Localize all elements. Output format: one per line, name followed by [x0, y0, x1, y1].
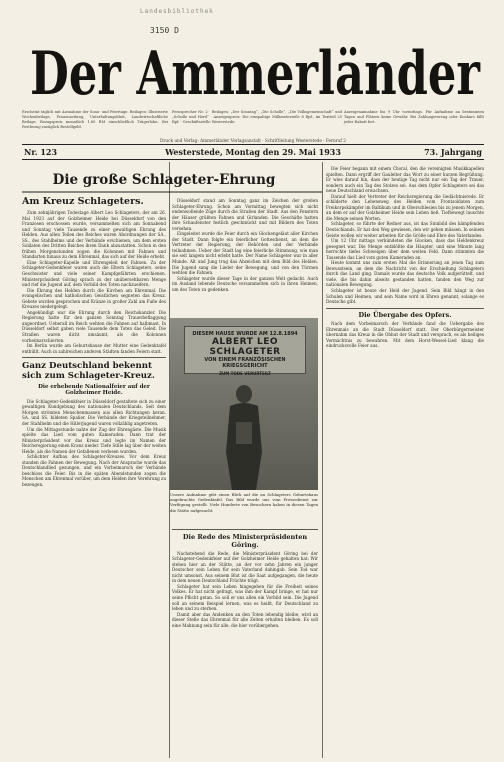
photo-caption: Unsere Aufnahme gibt einen Blick auf die an Schlageters Geburtshaus angebrachte Gedenktafel. Das Bild wurde uns vom Pressedienst zur Verfügung gestellt. Viele Hunderte von Besuchern haben in diesen Tagen die Stätte aufgesucht. — [170, 492, 318, 513]
paragraph: Damit aber das Andenken an den Toten lebendig bleibe, wird an dieser Stelle das Ehrenmal für alle Zeiten erhalten bleiben. Es soll eine Mahnung sein für alle, die hier vorübergehen. — [172, 611, 318, 628]
paragraph: Schlageter, so führte der Redner aus, ist das Sinnbild des kämpfenden Deutschlands. Er hat den Weg gewiesen, den wir gehen müssen. In seinem Geiste wollen wir weiter arbeiten für die Größe und Ehre des Vaterlandes. — [326, 221, 484, 238]
paragraph: Darauf hielt der Vertreter der Reichsregierung die Gedächtnisrede. Er schilderte den Lebensweg des Helden vom Frontsoldaten zum Freikorpskämpfer im Baltikum und in Oberschlesien bis zu jenem Morgen, an dem er auf der Golzheimer Heide sein Leben ließ. Tiefbewegt lauschte die Menge seinen Worten. — [326, 193, 484, 221]
section-divider — [326, 308, 484, 309]
section-divider — [172, 529, 318, 530]
subhead-ganz-deutschland: Ganz Deutschland bekennt sich zum Schlageter-Kreuz. — [22, 360, 155, 381]
publisher-line: Druck und Verlag: Ammerländer Verlagsanstalt · Schriftleitung Westerstede · Fernruf 2 — [160, 138, 346, 143]
main-headline: Die große Schlageter-Ehrung — [52, 172, 276, 188]
volume-year: 73. Jahrgang — [424, 147, 482, 157]
paragraph: Heute kommt uns zum ersten Mal die Erinnerung an jenen Tag zum Bewusstsein, an dem die Nachricht von der Erschießung Schlageters durch das Land ging. Damals wurde das deutsche Volk aufgerüttelt, und viele, die bis dahin abseits gestanden hatten, fanden den Weg zur nationalen Bewegung. — [326, 260, 484, 288]
plaque-line: DIESEM HAUSE WURDE AM 12.8.1894 — [192, 331, 298, 337]
plaque-name: ALBERT LEO SCHLAGETER — [209, 337, 281, 357]
column-rule — [322, 162, 323, 758]
paragraph: Schlageter wurde dieser Tage in der ganzen Welt gedacht. Auch im Ausland lebende Deutsche versammelten sich in ihren Heimen, um des Toten zu gedenken. — [172, 275, 318, 292]
issue-date: Westerstede, Montag den 29. Mai 1933 — [165, 147, 341, 157]
column-1 — [22, 196, 166, 488]
shelfmark: 3150 D — [150, 26, 179, 35]
library-stamp: Landesbibliothek — [140, 8, 214, 15]
subhead-nationalfeier: Die erhebende Nationalfeier auf der Golzheimer Heide. — [38, 383, 150, 396]
paragraph: Nach dem Vorbeimarsch der Verbände fand die Uebergabe des Ehrenmals an die Stadt Düsseldorf statt. Der Oberbürgermeister übernahm das Kreuz in die Obhut der Stadt und versprach, es als heiliges Vermächtnis zu bewahren. Mit dem Horst-Wessel-Lied klang die eindrucksvolle Feier aus. — [326, 321, 484, 349]
subhead-am-kreuz: Am Kreuz Schlageters. — [22, 196, 144, 207]
column-2-lower — [172, 526, 318, 628]
paragraph: Die Feier begann mit einem Choral, den die vereinigten Musikkapellen spielten. Dann ergriff der Gauleiter das Wort zu einer kurzen Begrüßung. Er wies darauf hin, dass der heutige Tag nicht nur ein Tag der Trauer, sondern auch ein Tag des Stolzes sei. Aus dem Opfer Schlageters sei das neue Deutschland erwachsen. — [326, 166, 484, 194]
paragraph: Eingeleitet wurde die Feier durch ein Glockengeläut aller Kirchen der Stadt. Dann folgte ein feierlicher Gottesdienst, an dem die Vertreter der Regierung, der Behörden und der Verbände teilnahmen. Ueber der Stadt lag eine feierliche Stimmung, wie man sie seit langem nicht erlebt hatte. Der Name Schlageter war in aller Munde. Alt und Jung trug das Abzeichen mit dem Bild des Helden. Die Jugend sang die Lieder der Bewegung, und von den Türmen wehten die Fahnen. — [172, 231, 318, 276]
paragraph: Um 12 Uhr mittags verkündeten die Glocken, dass das Heldenkreuz gesegnet war. Die Menge entblößte die Häupter, und eine Minute lang herrschte tiefes Schweigen über dem weiten Feld. Dann stimmten die Tausende das Lied vom guten Kameraden an. — [326, 238, 484, 260]
photo-memorial-plaque — [170, 318, 318, 490]
masthead-title: Der Ammerländer — [30, 39, 482, 108]
masthead-subline — [22, 110, 484, 130]
paragraph: Die Ehrung des Helden durch die Kirchen am Ehrenmal. Die evangelischen und katholischen Geistlichen segneten das Kreuz. Gebete wurden gesprochen und Kränze in großer Zahl am Fuße des Kreuzes niedergelegt. — [22, 287, 166, 310]
masthead — [24, 32, 486, 108]
paragraph: Schlichter Aufbau des Schlageter-Kreuzes. Vor dem Kreuz standen die Fahnen der Bewegung. Nach der Ansprache wurde das Deutschlandlied gesungen, und ein Vorbeimarsch der Verbände beschloss die Feier. Bis in die späten Abendstunden zogen die Menschen am Ehrenmal vorüber, um dem Helden ihre Verehrung zu bezeugen. — [22, 454, 166, 488]
masthead-logo — [24, 32, 486, 108]
paragraph: Nachstehend die Rede, die Ministerpräsident Göring bei der Schlageter-Gedenkfeier auf der Golzheimer Heide gehalten hat: Wir stehen hier an der Stätte, an der vor zehn Jahren ein junger Deutscher sein Leben für sein Vaterland dahingab. Sein Tod war nicht umsonst. Aus seinem Blut ist die Saat aufgegangen, die heute in dem neuen Deutschland Früchte trägt. — [172, 550, 318, 584]
plaque-line: VON EINEM FRANZÖSISCHEN KRIEGSGERICHT — [204, 357, 286, 369]
subhead-goering-speech: Die Rede des Ministerpräsidenten Göring. — [182, 532, 308, 549]
section-divider — [22, 357, 166, 358]
memorial-plaque — [184, 326, 306, 374]
dateline — [22, 144, 484, 160]
paragraph: Eine Schlageter-Kapelle und Ehrengeleit der Fahnen. Zu der Schlageter-Gedenkfeier waren auch die Eltern Schlageters, seine Geschwister und viele seiner Kampfgefährten erschienen. Ministerpräsident Göring sprach zu der unübersehbaren Menge und rief die Jugend auf, dem Vorbild des Toten nachzueifern. — [22, 259, 166, 288]
subhead-uebergabe: Die Übergabe des Opfers. — [358, 311, 452, 320]
plaque-line: ZUM TODE VERURTEILT — [219, 371, 271, 376]
paragraph: Zum zehnjährigen Todestage Albert Leo Schlageters, der am 26. Mai 1923 auf der Golzheimer Heide bei Düsseldorf von den Franzosen erschossen wurde, versammelten sich am Sonnabend und Sonntag viele Tausende zu einer gewaltigen Ehrung des Helden. Aus allen Teilen des Reiches waren Abordnungen der SA., SS., des Stahlhelms und der Verbände erschienen, um dem ersten Soldaten des Dritten Reiches ihren Dank abzustatten. Schon in den frühen Morgenstunden zogen die Kolonnen mit Fahnen und Standarten hinaus zu dem Ehrenmal, das sich auf der Heide erhebt. — [22, 210, 166, 260]
column-2 — [172, 198, 318, 292]
paragraph: Um die Mittagsstunde nahte der Zug der Ehrengäste. Die Musik spielte das Lied vom guten Kameraden. Dann trat der Ministerpräsident vor das Kreuz und legte im Namen der Reichsregierung einen Kranz nieder. Tiefe Stille lag über der weiten Heide, als die Namen der Gefallenen verlesen wurden. — [22, 426, 166, 454]
subline-center: Fernsprecher Nr. 2 · Beilagen: „Der Sonntag“, „Die Scholle“, „Die Volksgemeinschaft“ und „Scholle und Herd“ · Anzeigenpreis: Die einspaltige Millimeterzeile 8 Rpf., im Textteil 25 Rpf. · Geschäftsstelle Westerstede. — [172, 110, 342, 124]
paragraph: Im Berlin wurde am Geburtshause der Mutter eine Gedenktafel enthüllt. Auch in zahlreichen anderen Städten fanden Feiern statt. — [22, 343, 166, 354]
paragraph: Die Schlageter-Gedenkfeier in Düsseldorf gestaltete sich zu einer gewaltigen Kundgebung des nationalen Deutschlands. Seit dem Morgen strömten Menschenmassen aus allen Richtungen heran. SA. und SS. bildeten Spalier. Die Verbände der Kriegsteilnehmer, der Stahlhelm und die Hitlerjugend waren vollzählig angetreten. — [22, 398, 166, 426]
column-3 — [326, 166, 484, 349]
subline-left: Erscheint täglich mit Ausnahme der Sonn- und Feiertage. Beilagen: Illustrierte Wochenbeilage, Frauenzeitung, Unterhaltungsblatt, Landwirtschaftliche Beilage. Bezugspreis monatlich 1,80 RM einschließlich Trägerlohn. Bei Postbezug zuzüglich Bestellgeld. — [22, 110, 168, 129]
paragraph: Düsseldorf stand am Sonntag ganz im Zeichen der großen Schlageter-Ehrung. Schon am Vormittag bewegten sich nicht endenwollende Züge durch die Straßen der Stadt. Aus den Fenstern der Häuser grüßten Fahnen und Girlanden. Die Geschäfte hatten ihre Schaufenster festlich geschmückt und mit Bildern des Toten versehen. — [172, 198, 318, 231]
paragraph: Schlageter hat sein Leben hingegeben für die Freiheit seines Volkes. Er hat nicht gefragt, was ihm der Kampf bringe, er hat nur seine Pflicht getan. So soll er uns allen ein Vorbild sein. Die Jugend soll an seinem Beispiel lernen, was es heißt, für Deutschland zu leben und zu sterben. — [172, 583, 318, 612]
subline-right: Anzeigenannahme bis 9 Uhr vormittags. Für Aufnahme an bestimmten Tagen und Plätzen keine Gewähr. Bei Zahlungsverzug oder Konkurs fällt jeder Rabatt fort. — [344, 110, 484, 124]
standing-figure — [216, 382, 272, 490]
issue-number: Nr. 123 — [24, 147, 58, 157]
paragraph: Schlageter ist heute der Held der Jugend. Sein Bild hängt in den Schulen und Heimen, und sein Name wird in Ehren genannt, solange es Deutsche gibt. — [326, 288, 484, 305]
paragraph: Angekündigt war die Ehrung durch den Reichskanzler. Die Regierung hatte für den ganzen Sonntag Trauerbeflaggung angeordnet. Ueberall im Reich wehten die Fahnen auf halbmast. In Düsseldorf selbst gaben viele Tausende dem Toten das Geleit. Die Straßen waren dicht umsäumt, als die Kolonnen vorbeimarschierten. — [22, 309, 166, 343]
